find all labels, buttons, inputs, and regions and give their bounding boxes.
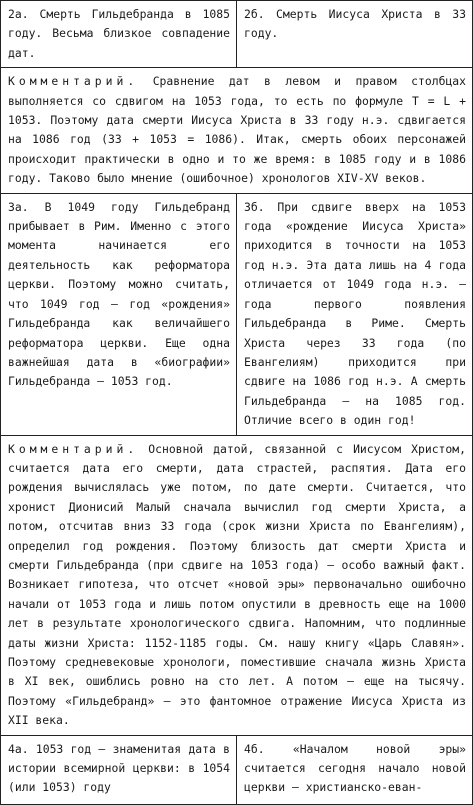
table-row <box>1 68 473 193</box>
left-cell-4a: 4а. 1053 год – знаменитая дата в истории всемирной церкви: в 1054 (или 1053) году <box>1 735 237 804</box>
left-cell-2a: 2а. Смерть Гильдебранда в 1085 году. Весьма близкое совпадение дат. <box>1 1 237 68</box>
comment-label: Комментарий. <box>8 441 139 456</box>
left-cell-3a: 3а. В 1049 году Гильдебранд прибывает в Рим. Именно с этого момента начинается его деятельность как реформатора церкви. Поэтому можно считать, что 1049 год – год «рождения» Гильдебранда как величайшего реформатора церкви. Еще одна важнейшая дата в «биографии» Гильдебранда – 1053 год. <box>1 193 237 435</box>
comment-cell-2 <box>1 435 473 735</box>
right-cell-2b: 2б. Смерть Иисуса Христа в 33 году. <box>237 1 473 68</box>
table-row <box>1 193 473 435</box>
comment-text: Сравнение дат в левом и правом столбцах выполняется со сдвигом на 1053 года, то есть по формуле T = L + 1053. Поэтому дата смерти Иисуса Христа в 33 году н.э. сдвигается на 1086 год (33 + 1053 = 1086). Итак, смерть обоих персонажей происходит практически в одно и то же время: в 1085 году и в 1086 году. Таково было мнение (ошибочное) хронологов XIV-XV веков. <box>8 74 467 186</box>
table-row <box>1 735 473 804</box>
comment-label: Комментарий. <box>8 74 139 89</box>
comment-cell-1 <box>1 68 473 193</box>
table-row <box>1 1 473 68</box>
table-row <box>1 435 473 735</box>
right-cell-3b: 3б. При сдвиге вверх на 1053 года «рождение Иисуса Христа» приходится в точности на 1053 год н.э. Эта дата лишь на 4 года отличается от 1049 года н.э. – года первого появления Гильдебранда в Риме. Смерть Христа через 33 года (по Евангелиям) приходится при сдвиге на 1086 год н.э. А смерть Гильдебранда – на 1085 год. Отличие всего в один год! <box>237 193 473 435</box>
right-cell-4b: 4б. «Началом новой эры» считается сегодня начало новой церкви – христианско-еван- <box>237 735 473 804</box>
comment-text: Основной датой, связанной с Иисусом Христом, считается дата его смерти, дата страстей, распятия. Дата его рождения вычислялась уже потом, по дате смерти. Считается, что хронист Дионисий Малый сначала вычислил год смерти Христа, а потом, отсчитав вниз 33 года (срок жизни Христа по Евангелиям), определил год рождения. Поэтому близость дат смерти Христа и смерти Гильдебранда (при сдвиге на 1053 года) – особо важный факт. Возникает гипотеза, что отсчет «новой эры» первоначально ошибочно начали от 1053 года и лишь потом опустили в древность еще на 1000 лет в результате хронологического сдвига. Напомним, что подлинные даты жизни Христа: 1152-1185 годы. См. нашу книгу «Царь Славян». Поэтому средневековые хронологи, поместившие сначала жизнь Христа в XI век, ошиблись ровно на сто лет. А потом – еще на тысячу. Поэтому «Гильдебранд» – это фантомное отражение Иисуса Христа из XII века. <box>8 441 466 728</box>
